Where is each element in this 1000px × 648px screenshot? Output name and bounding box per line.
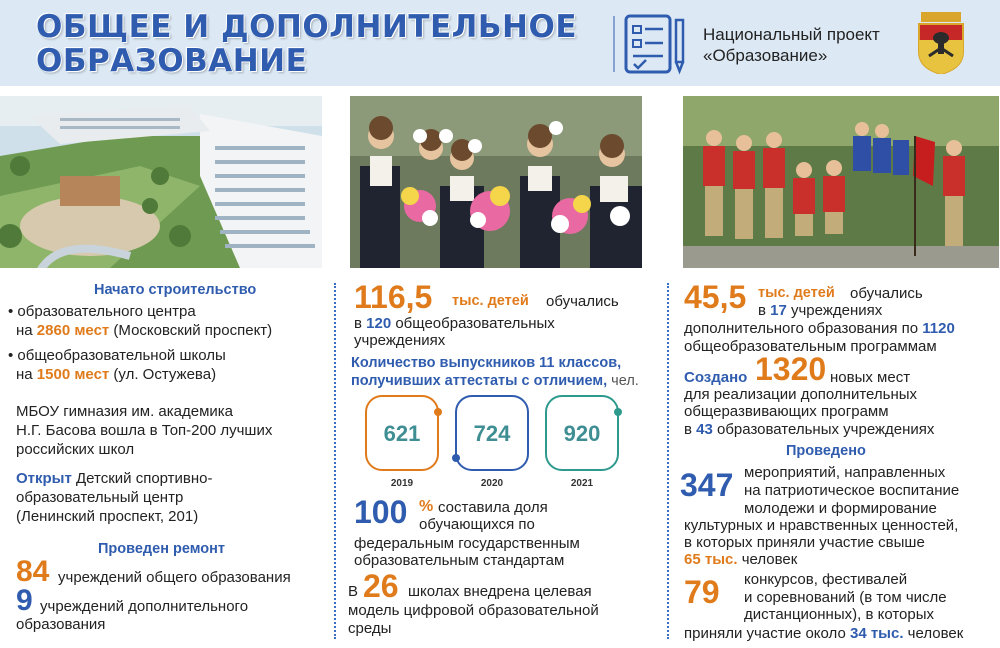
column-divider-1: [334, 283, 336, 639]
capacity-2860: 2860 мест: [36, 322, 110, 339]
contests-text-1: конкурсов, фестивалей: [744, 571, 908, 588]
fgos-text-1: составила доля: [438, 499, 548, 516]
youth-army-cadets-photo: [683, 96, 999, 268]
events-text-5: в которых приняли участие свыше: [684, 534, 925, 551]
bullet-school-capacity: на 1500 мест (ул. Остужева): [16, 366, 217, 383]
participants-65k: 65 тыс.: [684, 551, 738, 568]
events-text-4: культурных и нравственных ценностей,: [684, 517, 959, 534]
created-text-2: для реализации дополнительных: [684, 386, 918, 403]
fgos-share-number: 100: [354, 494, 408, 530]
participants-34k: 34 тыс.: [849, 625, 904, 642]
repair-general-label: учреждений общего образования: [58, 569, 291, 586]
heading-repair: Проведен ремонт: [98, 541, 225, 557]
contests-participants: приняли участие около 34 тыс. человек: [684, 625, 964, 642]
project-line-2: «Образование»: [703, 46, 828, 65]
graduates-heading-2: [351, 373, 639, 389]
created-word: Создано: [684, 369, 748, 386]
fgos-text-2: обучающихся по: [419, 516, 535, 533]
graduates-value-2019: 621: [383, 421, 421, 446]
graduates-heading-1: Количество выпускников 11 классов,: [351, 355, 622, 371]
repair-additional-label-2: образования: [16, 616, 106, 633]
opened-line-1: Открыт Детский спортивно-: [16, 470, 213, 487]
additional-students-unit: тыс. детей: [758, 285, 835, 301]
national-project-label: [703, 24, 880, 66]
contests-text-2: и соревнований (в том числе: [744, 589, 947, 606]
created-places-count: 1320: [755, 351, 827, 387]
students-institutions-2: учреждениях: [354, 332, 446, 349]
fgos-text-4: образовательным стандартам: [354, 552, 565, 569]
programs-1120: 1120: [922, 320, 955, 337]
graduates-chart: [360, 392, 632, 492]
heading-construction: Начато строительство: [94, 282, 257, 298]
contests-count: 79: [684, 574, 720, 610]
additional-programs: дополнительного образования по 1120: [684, 320, 955, 337]
graduates-connector-dot-2019: [434, 408, 442, 416]
fgos-share-unit: %: [419, 498, 434, 515]
graduates-year-2021: 2021: [570, 478, 594, 489]
contests-text-3: дистанционных), в которых: [744, 606, 935, 623]
events-count: 347: [680, 467, 734, 503]
repair-general-count: 84: [16, 555, 50, 588]
title-line-1: ОБЩЕЕ И ДОПОЛНИТЕЛЬНОЕ: [36, 9, 578, 45]
school-construction-photo: [0, 96, 322, 268]
graduates-heading-2-text: получивших аттестаты с отличием,: [351, 373, 608, 389]
fgos-text-3: федеральным государственным: [354, 535, 580, 552]
repair-additional-count: 9: [16, 584, 33, 617]
events-text-1: мероприятий, направленных: [744, 464, 946, 481]
created-text-3: общеразвивающих программ: [684, 403, 889, 420]
digital-text-2: модель цифровой образовательной: [348, 602, 599, 619]
title-line-2: ОБРАЗОВАНИЕ: [36, 43, 308, 79]
digital-schools-count: 26: [363, 568, 399, 604]
created-institutions: в 43 образовательных учреждениях: [684, 421, 935, 438]
column-divider-2: [667, 283, 669, 639]
digital-text-1: школах внедрена целевая: [408, 583, 592, 600]
capacity-1500: 1500 мест: [36, 366, 110, 383]
bullet-education-center: • образовательного центра: [8, 303, 196, 320]
created-text-1: новых мест: [830, 369, 911, 386]
gymnasium-line-2: Н.Г. Басова вошла в Топ-200 лучших: [16, 422, 273, 439]
schoolchildren-with-flowers-photo: [350, 96, 642, 268]
institutions-43: 43: [696, 421, 713, 438]
opened-line-2: образовательный центр: [16, 489, 184, 506]
institutions-17: 17: [770, 302, 787, 319]
heading-held: Проведено: [786, 443, 866, 459]
additional-students-verb: обучались: [850, 285, 923, 302]
page-title: [36, 10, 577, 78]
events-participants: 65 тыс. человек: [684, 551, 798, 568]
students-unit: тыс. детей: [452, 293, 529, 309]
additional-students-count: 45,5: [684, 279, 747, 315]
gymnasium-line-1: МБОУ гимназия им. академика: [16, 403, 233, 420]
students-institutions: в 120 общеобразовательных: [354, 315, 555, 332]
graduates-value-2020: 724: [473, 421, 511, 446]
document-pen-icon: [612, 12, 694, 76]
bullet-school: • общеобразовательной школы: [8, 347, 226, 364]
students-count: 116,5: [354, 279, 433, 315]
graduates-year-2020: 2020: [480, 478, 504, 489]
students-verb: обучались: [546, 293, 619, 310]
header-banner: [0, 0, 1000, 86]
graduates-value-2021: 920: [563, 421, 601, 446]
digital-prefix: В: [348, 583, 359, 600]
digital-text-3: среды: [348, 620, 392, 637]
bullet-education-center-capacity: на 2860 мест (Московский проспект): [16, 322, 273, 339]
coat-of-arms-emblem: [917, 12, 965, 74]
events-text-2: на патриотическое воспитание: [744, 482, 960, 499]
graduates-connector-dot-2021: [614, 408, 622, 416]
graduates-year-2019: 2019: [390, 478, 414, 489]
additional-institutions: в 17 учреждениях: [758, 302, 883, 319]
repair-additional-label-1: учреждений дополнительного: [40, 598, 249, 615]
gymnasium-line-3: российских школ: [16, 441, 135, 458]
project-line-1: Национальный проект: [703, 25, 880, 44]
graduates-unit: чел.: [607, 373, 639, 389]
graduates-connector-dot-2020: [452, 454, 460, 462]
opened-line-3: (Ленинский проспект, 201): [16, 508, 199, 525]
additional-programs-2: общеобразовательным программам: [684, 338, 937, 355]
events-text-3: молодежи и формирование: [744, 500, 937, 517]
opened-word: Открыт: [16, 470, 72, 487]
institutions-120: 120: [366, 315, 392, 332]
